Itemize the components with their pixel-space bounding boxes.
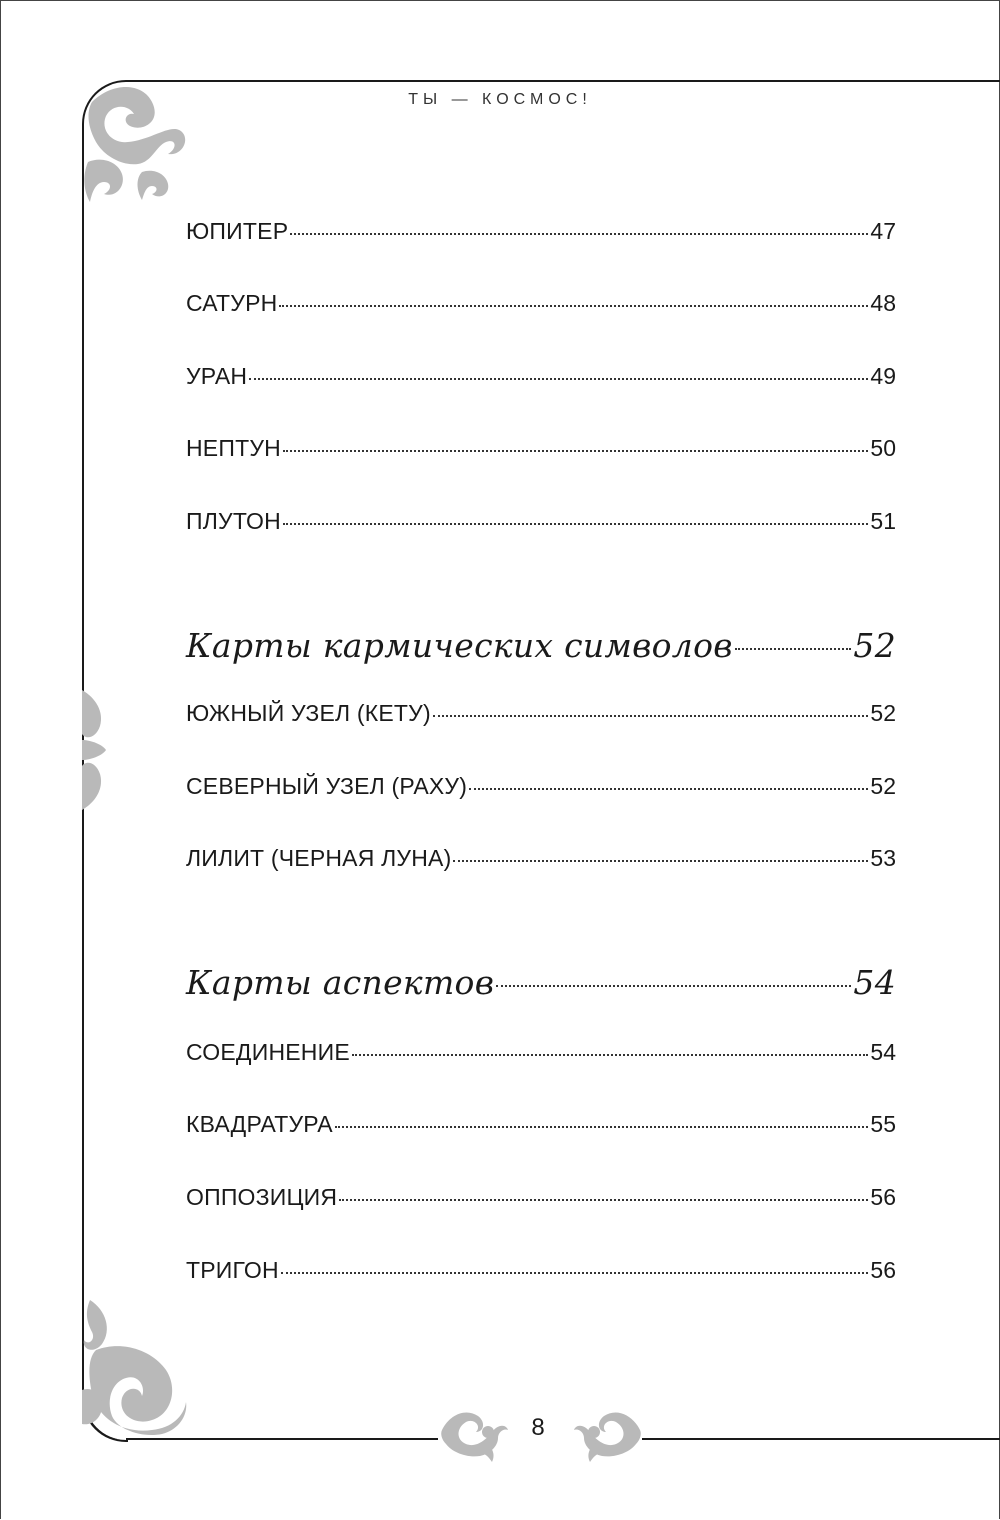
dot-leader	[339, 1199, 868, 1201]
toc-entry-label: НЕПТУН	[186, 435, 281, 461]
toc-entry-label: КВАДРАТУРА	[186, 1111, 333, 1137]
dot-leader	[279, 305, 868, 307]
floral-flourish-icon	[82, 690, 108, 810]
toc-section-label: Карты аспектов	[186, 963, 495, 1002]
toc-entry-uranus[interactable]	[186, 363, 896, 390]
toc-entry-label: ОППОЗИЦИЯ	[186, 1184, 338, 1210]
toc-entry-pluto[interactable]	[186, 508, 896, 535]
floral-flourish-icon	[440, 1400, 510, 1464]
dot-leader	[469, 788, 868, 790]
toc-entry-label: ЛИЛИТ (ЧЕРНАЯ ЛУНА)	[186, 845, 452, 871]
toc-entry-neptune[interactable]	[186, 435, 896, 462]
toc-entry-page: 52	[870, 773, 896, 799]
toc-entry-label: ТРИГОН	[186, 1257, 279, 1283]
page-number: 8	[531, 1414, 545, 1441]
toc-entry-north-node[interactable]	[186, 773, 896, 800]
dot-leader	[283, 523, 868, 525]
toc-entry-label: УРАН	[186, 363, 248, 389]
toc-entry-page: 56	[870, 1184, 896, 1210]
toc-entry-page: 54	[870, 1039, 896, 1065]
toc-entry-label: САТУРН	[186, 290, 278, 316]
dot-leader	[735, 648, 852, 650]
toc-section-page: 54	[853, 963, 896, 1002]
floral-flourish-icon	[82, 1290, 192, 1440]
toc-entry-page: 48	[870, 290, 896, 316]
toc-entry-label: ЮПИТЕР	[186, 218, 289, 244]
dot-leader	[290, 233, 868, 235]
toc-entry-page: 49	[870, 363, 896, 389]
toc-section-aspects[interactable]	[186, 963, 896, 1002]
dot-leader	[281, 1272, 869, 1274]
toc-section-karmic-symbols[interactable]	[186, 626, 896, 665]
toc-entry-page: 53	[870, 845, 896, 871]
dot-leader	[335, 1126, 869, 1128]
dot-leader	[283, 450, 868, 452]
dot-leader	[433, 715, 869, 717]
toc-entry-page: 51	[870, 508, 896, 534]
running-title: ТЫ — КОСМОС!	[408, 91, 592, 108]
page-frame	[82, 80, 1000, 1440]
toc-entry-conjunction[interactable]	[186, 1039, 896, 1066]
toc-section-page: 52	[853, 626, 896, 665]
toc-entry-trine[interactable]	[186, 1257, 896, 1284]
toc-entry-page: 55	[870, 1111, 896, 1137]
dot-leader	[249, 378, 868, 380]
floral-flourish-icon	[572, 1400, 642, 1464]
toc-section-label: Карты кармических символов	[186, 626, 733, 665]
toc-entry-jupiter[interactable]	[186, 218, 896, 245]
toc-entry-page: 52	[870, 700, 896, 726]
toc-entry-page: 47	[870, 218, 896, 244]
dot-leader	[352, 1054, 869, 1056]
toc-entry-saturn[interactable]	[186, 290, 896, 317]
toc-entry-south-node[interactable]	[186, 700, 896, 727]
toc-entry-label: ЮЖНЫЙ УЗЕЛ (КЕТУ)	[186, 700, 431, 726]
toc-entry-page: 50	[870, 435, 896, 461]
footer-rule-right	[642, 1438, 1000, 1440]
toc-entry-lilith[interactable]	[186, 845, 896, 872]
toc-entry-label: СЕВЕРНЫЙ УЗЕЛ (РАХУ)	[186, 773, 468, 799]
toc-entry-opposition[interactable]	[186, 1184, 896, 1211]
dot-leader	[453, 860, 868, 862]
dot-leader	[496, 985, 851, 987]
toc-entry-page: 56	[870, 1257, 896, 1283]
toc-entry-square[interactable]	[186, 1111, 896, 1138]
toc-entry-label: ПЛУТОН	[186, 508, 281, 534]
toc-entry-label: СОЕДИНЕНИЕ	[186, 1039, 350, 1065]
